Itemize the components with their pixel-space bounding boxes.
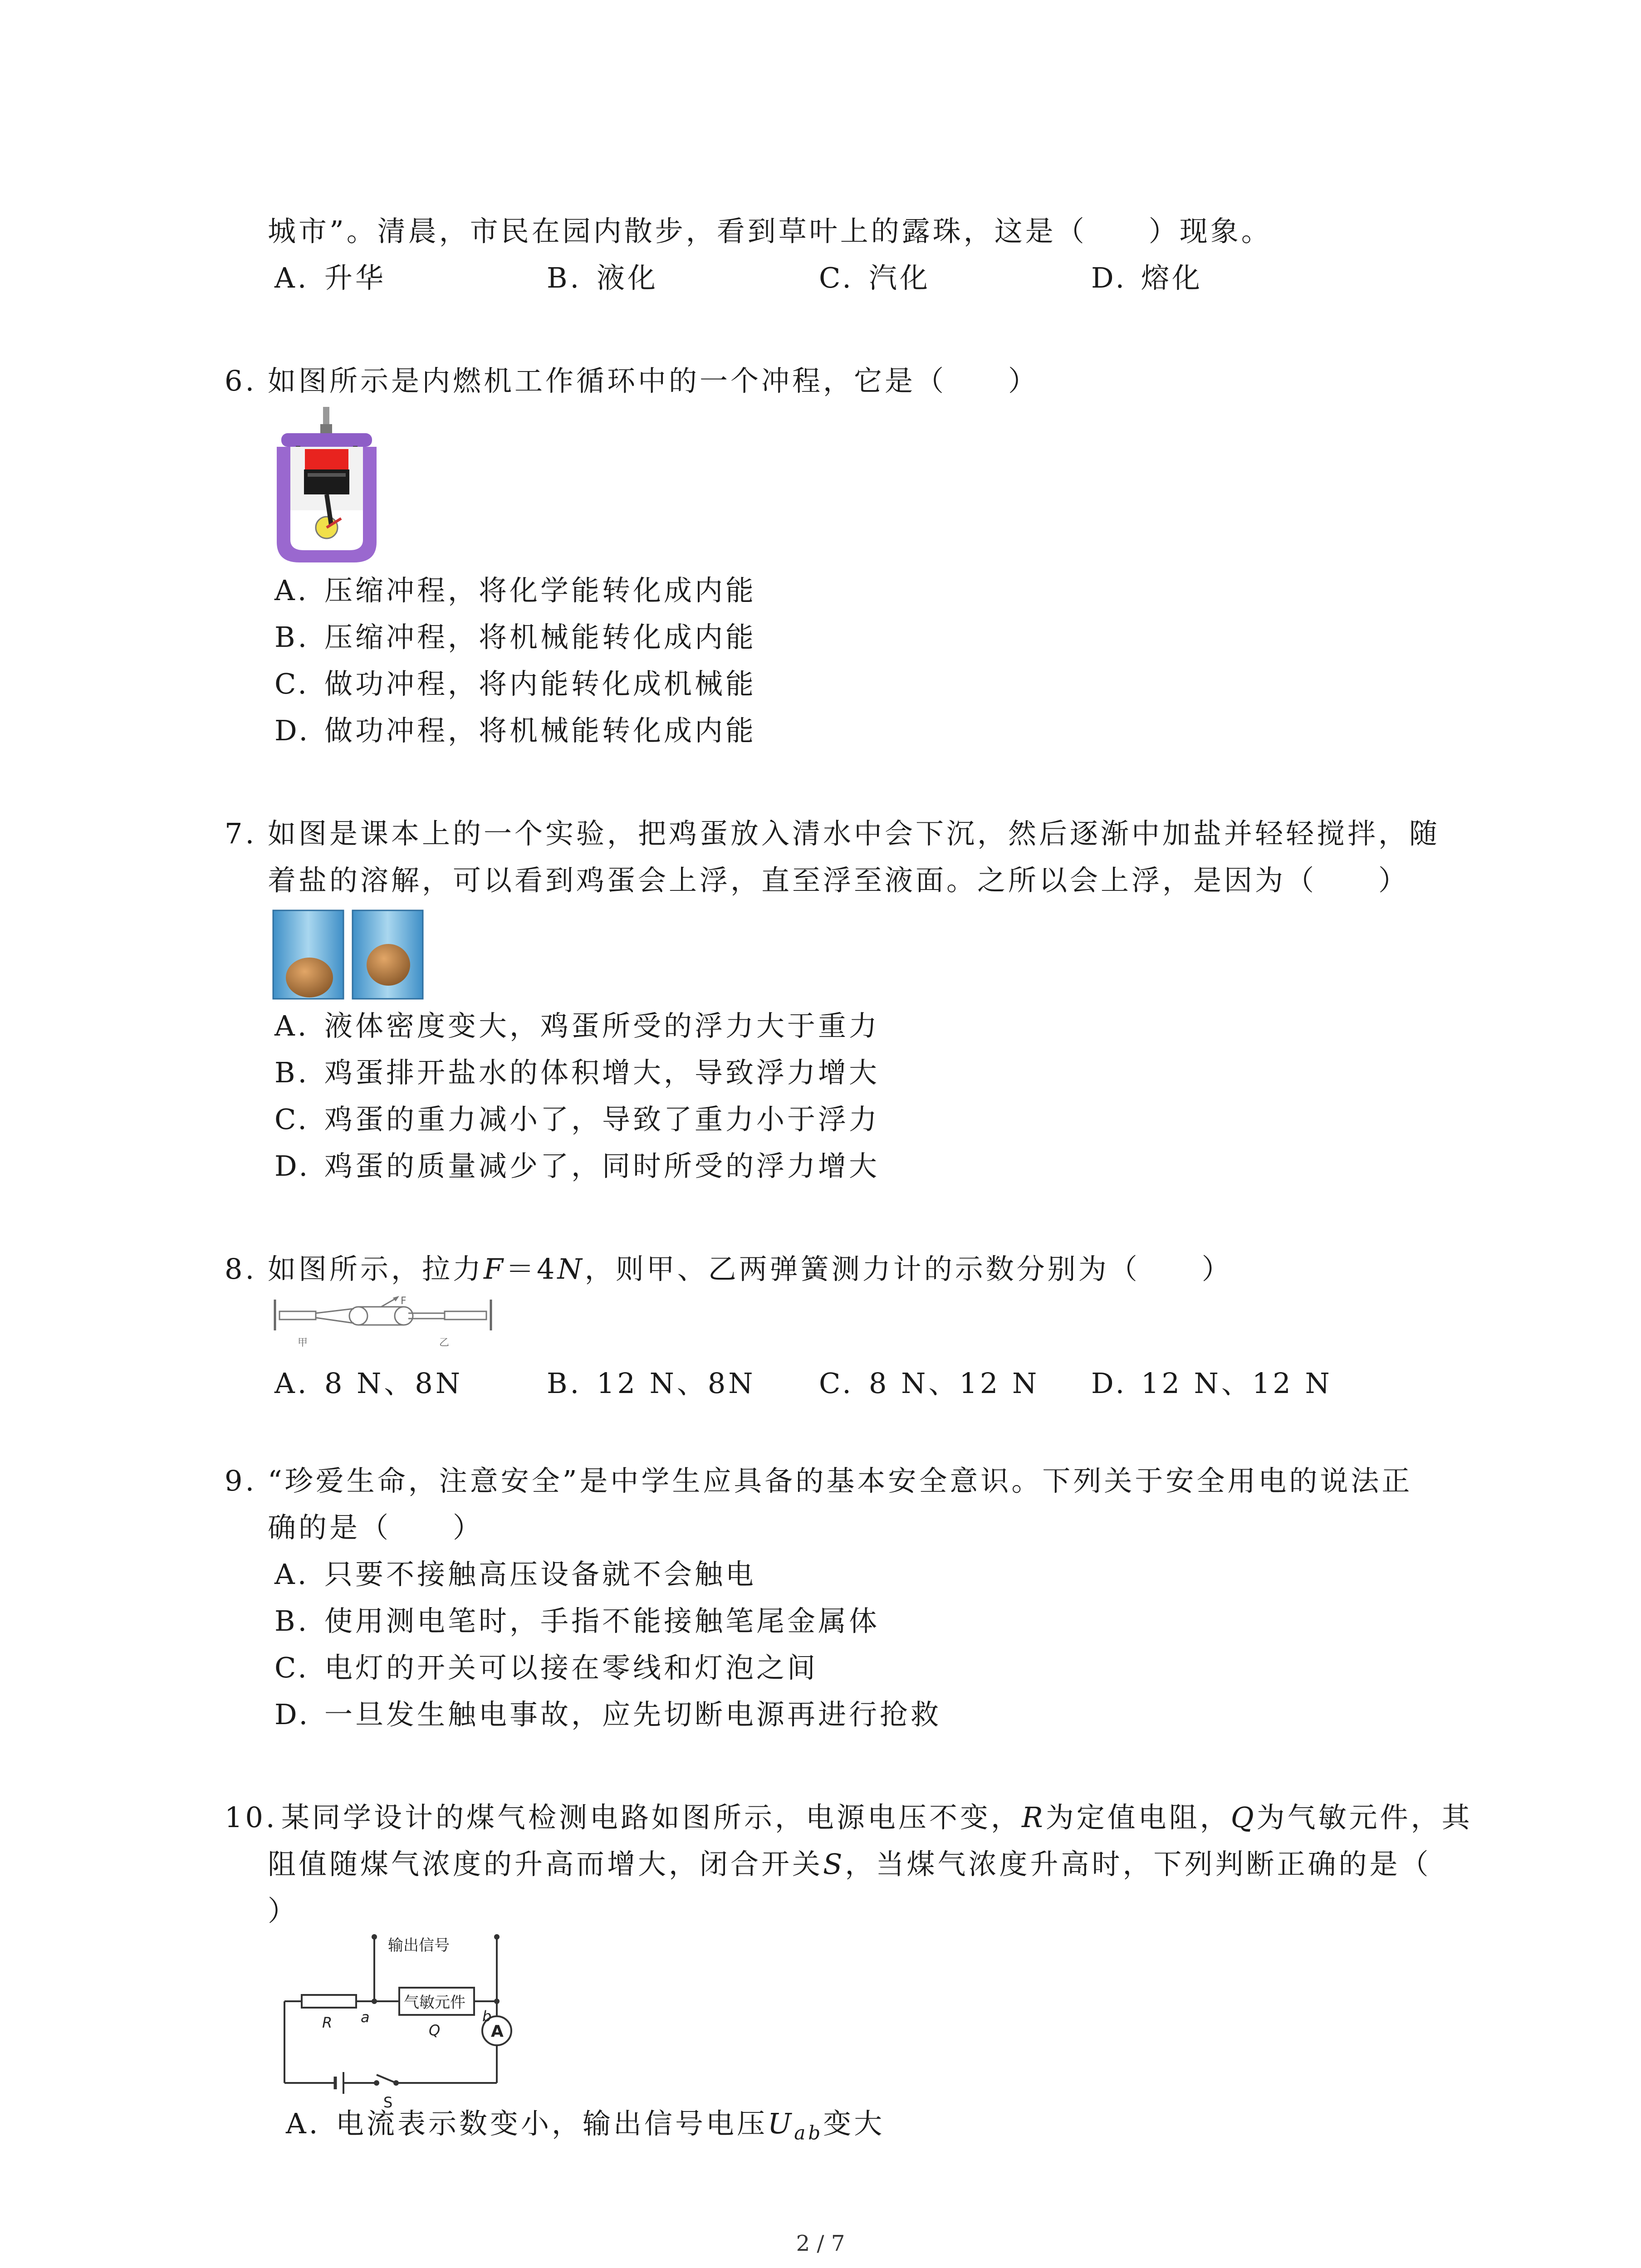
sensor-q-label: Q [429, 2022, 441, 2039]
egg-in-water-figure [272, 909, 424, 1000]
engine-stroke-figure [272, 406, 381, 565]
switch-label: S [383, 2094, 393, 2110]
q7-stem-line1: 7. 如图是课本上的一个实验，把鸡蛋放入清水中会下沉，然后逐渐中加盐并轻轻搅拌，随 [225, 817, 1440, 850]
q9-stem-line2: 确的是（ ） [268, 1511, 484, 1544]
q10-option-a: A. 电流表示数变小，输出信号电压$U_{ab}$变大 [286, 2107, 885, 2144]
q5-option-c: C. 汽化 [819, 261, 931, 294]
q7-stem-line2: 着盐的溶解，可以看到鸡蛋会上浮，直至浮至液面。之所以会上浮，是因为（ ） [268, 864, 1410, 897]
q6-option-b: B. 压缩冲程，将机械能转化成内能 [274, 621, 757, 654]
q9-stem-line1: 9. “珍爱生命，注意安全”是中学生应具备的基本安全意识。下列关于安全用电的说法正 [225, 1464, 1413, 1497]
q8-option-a: A. 8 N、8N [274, 1367, 463, 1400]
q5-option-b: B. 液化 [547, 261, 659, 294]
q8-option-d: D. 12 N、12 N [1091, 1367, 1332, 1400]
gas-detector-circuit-figure [279, 1933, 524, 2110]
spring-scale-pulley-figure [272, 1295, 495, 1354]
q9-option-d: D. 一旦发生触电事故，应先切断电源再进行抢救 [274, 1698, 942, 1731]
q9-option-a: A. 只要不接触高压设备就不会触电 [274, 1558, 757, 1591]
ammeter-label: A [491, 2022, 504, 2041]
node-b-label: b [482, 2008, 492, 2025]
q8-option-c: C. 8 N、12 N [819, 1367, 1040, 1400]
q9-option-b: B. 使用测电笔时，手指不能接触笔尾金属体 [274, 1604, 880, 1637]
q5-option-a: A. 升华 [274, 261, 387, 294]
q6-option-a: A. 压缩冲程，将化学能转化成内能 [274, 574, 757, 607]
page-number: 2 / 7 [796, 2231, 845, 2256]
q7-option-d: D. 鸡蛋的质量减少了，同时所受的浮力增大 [274, 1149, 880, 1183]
q6-option-d: D. 做功冲程，将机械能转化成内能 [274, 714, 757, 747]
force-label: F [401, 1295, 407, 1307]
q5-stem: 城市”。清晨，市民在园内散步，看到草叶上的露珠，这是（ ）现象。 [268, 215, 1272, 248]
sensor-label: 气敏元件 [404, 1994, 465, 2012]
q9-option-c: C. 电灯的开关可以接在零线和灯泡之间 [274, 1651, 818, 1684]
q10-stem-line2: 阻值随煤气浓度的升高而增大，闭合开关S，当煤气浓度升高时，下列判断正确的是（ [268, 1848, 1431, 1881]
q7-option-b: B. 鸡蛋排开盐水的体积增大，导致浮力增大 [274, 1056, 880, 1089]
q10-stem-line1: 10. 某同学设计的煤气检测电路如图所示，电源电压不变，R为定值电阻，Q为气敏元件，其 [225, 1801, 1473, 1834]
q5-option-d: D. 熔化 [1091, 261, 1203, 294]
q10-stem-line3: ） [268, 1894, 299, 1927]
node-a-label: a [361, 2009, 370, 2026]
q8-option-b: B. 12 N、8N [547, 1367, 756, 1400]
yi-label: 乙 [439, 1337, 450, 1349]
q6-option-c: C. 做功冲程，将内能转化成机械能 [274, 667, 757, 700]
q7-option-c: C. 鸡蛋的重力减小了，导致了重力小于浮力 [274, 1103, 880, 1136]
output-signal-label: 输出信号 [388, 1936, 450, 1955]
q7-option-a: A. 液体密度变大，鸡蛋所受的浮力大于重力 [274, 1009, 880, 1042]
q6-stem: 6. 如图所示是内燃机工作循环中的一个冲程，它是（ ） [225, 364, 1039, 397]
q8-stem: 8. 如图所示，拉力F＝4N，则甲、乙两弹簧测力计的示数分别为（ ） [225, 1252, 1233, 1286]
resistor-label: R [322, 2014, 333, 2031]
jia-label: 甲 [298, 1337, 308, 1349]
